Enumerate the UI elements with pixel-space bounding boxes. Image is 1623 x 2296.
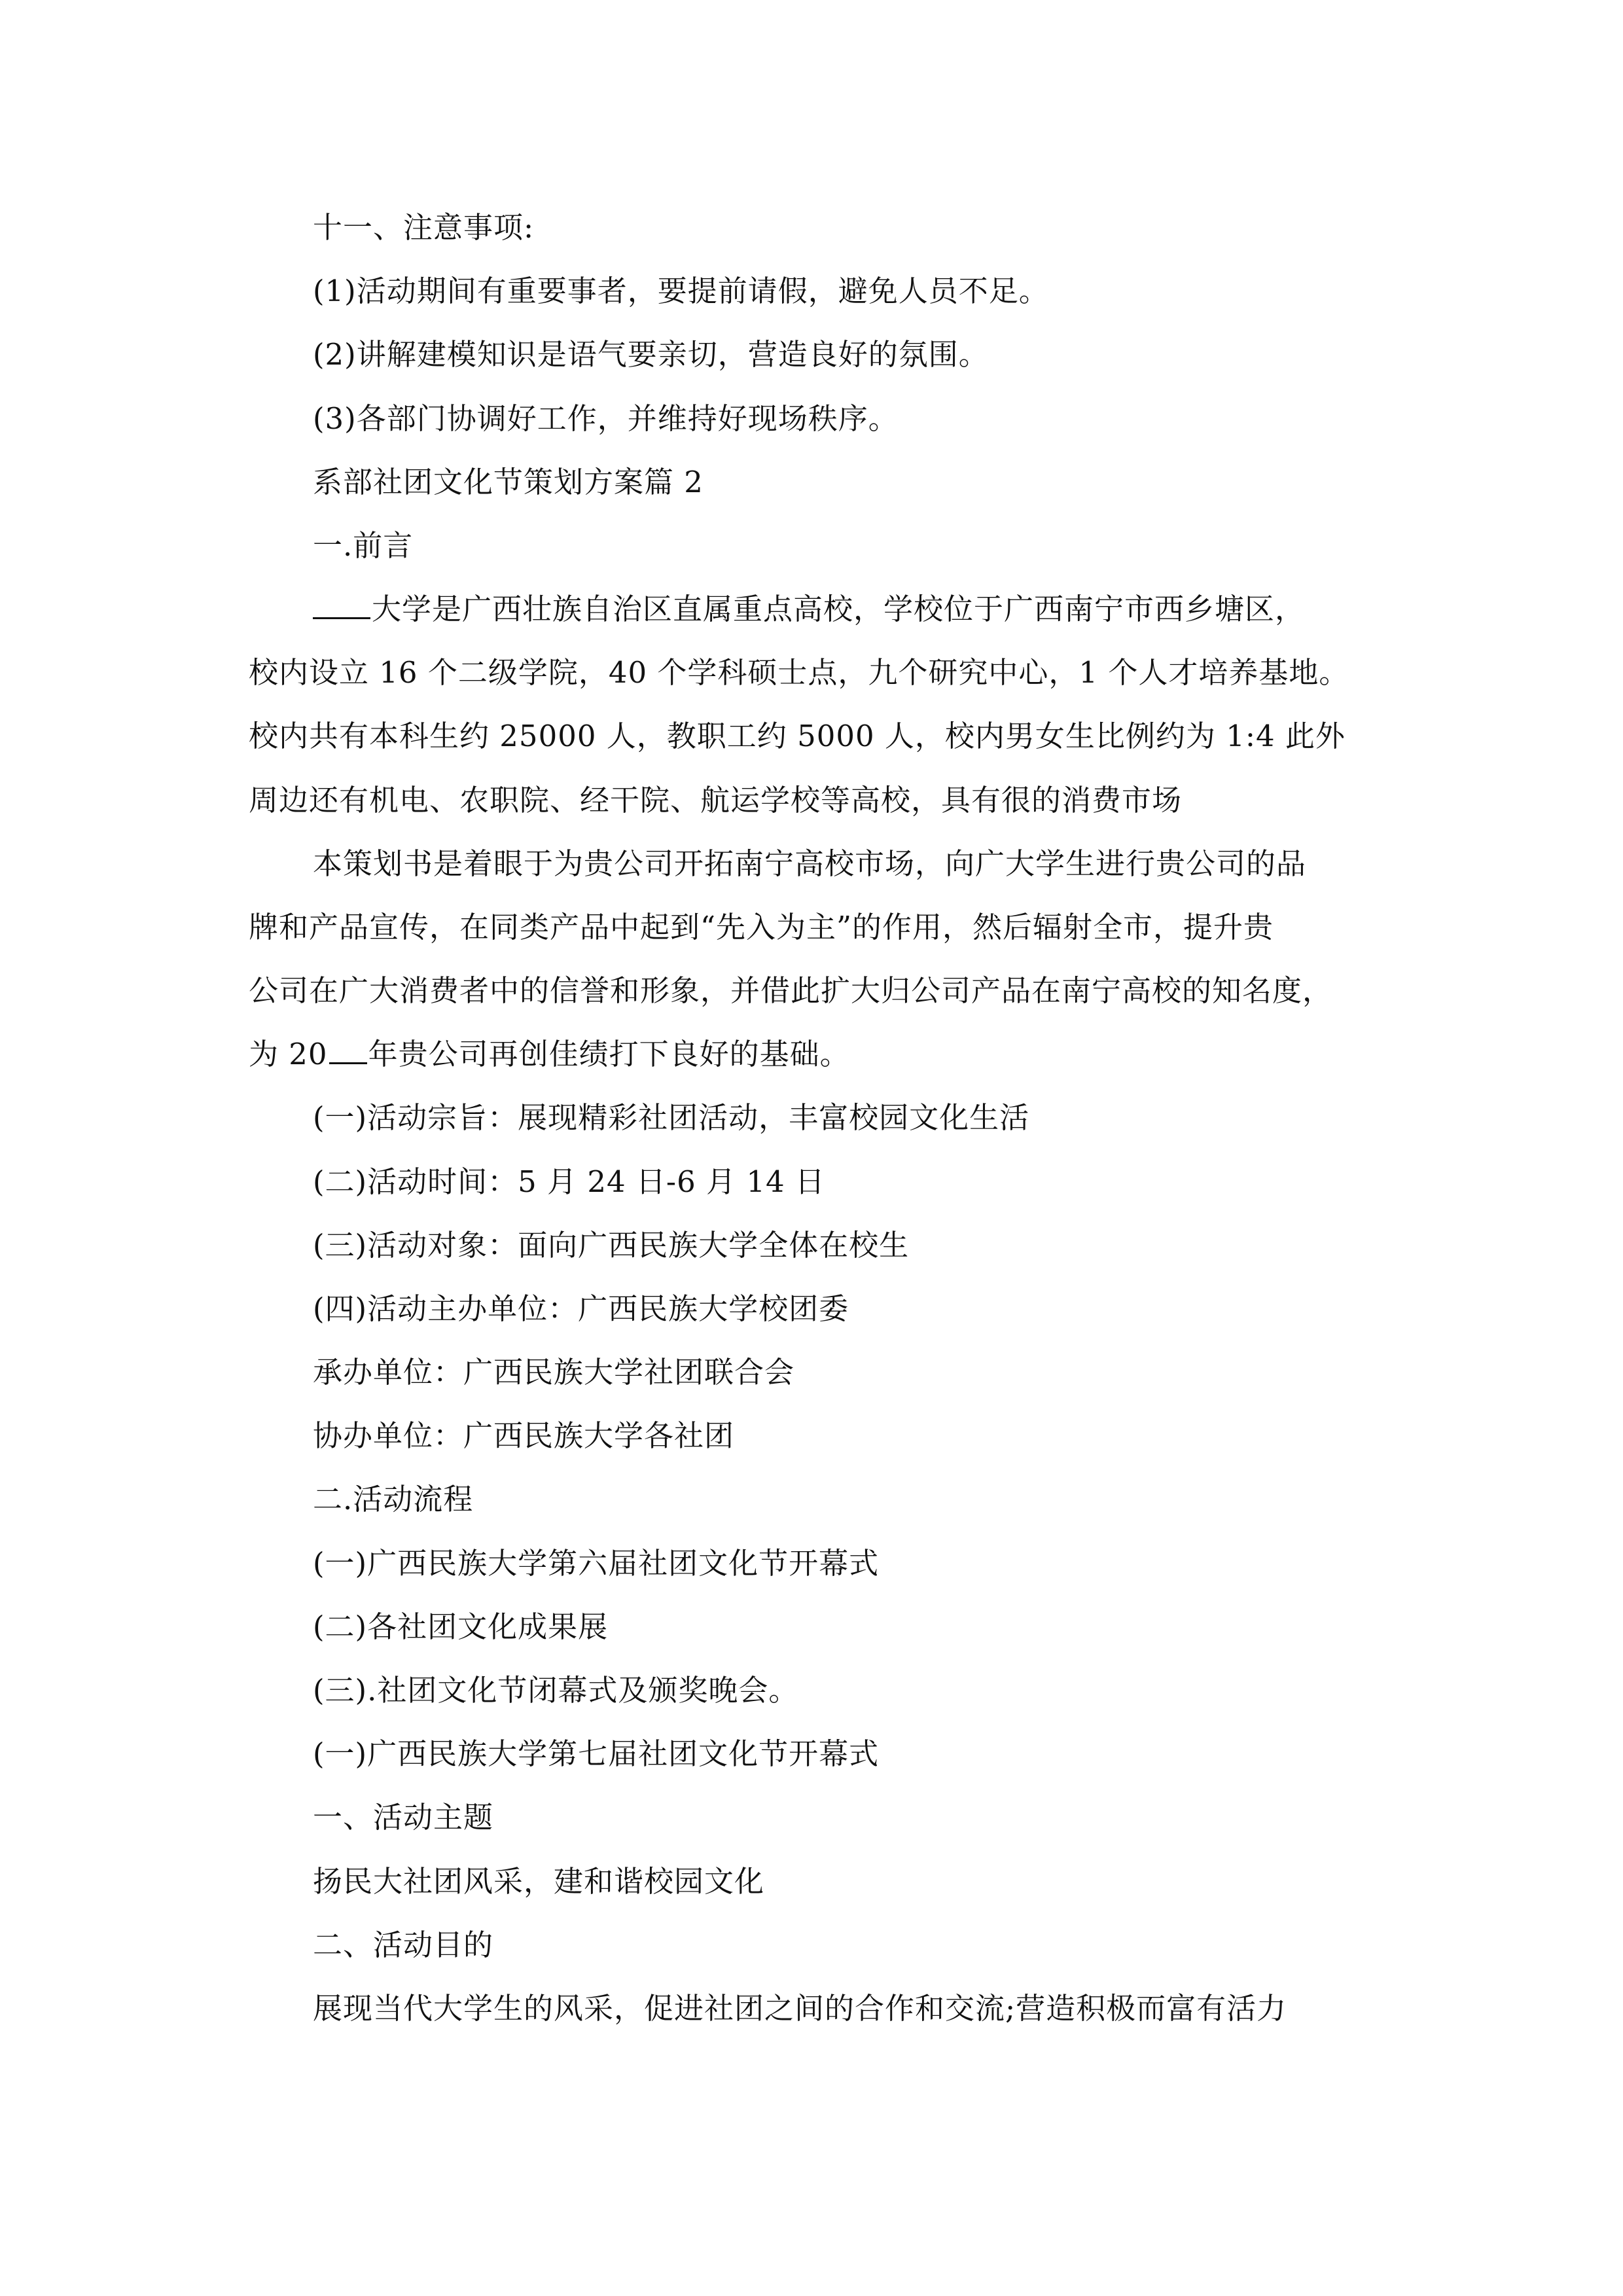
paragraph-text: 年贵公司再创佳绩打下良好的基础。 bbox=[368, 1037, 850, 1071]
process-item-4: (一)广西民族大学第七届社团文化节开幕式 bbox=[313, 1736, 880, 1771]
activity-organizer: (四)活动主办单位：广西民族大学校团委 bbox=[313, 1291, 849, 1326]
theme-text: 扬民大社团风采，建和谐校园文化 bbox=[313, 1864, 765, 1899]
activity-target: (三)活动对象：面向广西民族大学全体在校生 bbox=[313, 1228, 910, 1263]
blank-underline bbox=[313, 591, 370, 619]
heading-notes: 十一、注意事项: bbox=[313, 210, 535, 245]
paragraph-line: 牌和产品宣传，在同类产品中起到“先入为主”的作用，然后辐射全市，提升贵 bbox=[249, 910, 1274, 944]
note-item-2: (2)讲解建模知识是语气要亲切，营造良好的氛围。 bbox=[313, 337, 989, 372]
paragraph-text: 大学是广西壮族自治区直属重点高校，学校位于广西南宁市西乡塘区， bbox=[372, 592, 1306, 626]
section-title: 系部社团文化节策划方案篇 2 bbox=[313, 465, 704, 499]
blank-underline bbox=[329, 1036, 367, 1064]
paragraph-line: 公司在广大消费者中的信誉和形象，并借此扩大归公司产品在南宁高校的知名度， bbox=[249, 973, 1333, 1008]
heading-theme: 一、活动主题 bbox=[313, 1800, 494, 1835]
activity-undertaker: 承办单位：广西民族大学社团联合会 bbox=[313, 1355, 795, 1390]
process-item-1: (一)广西民族大学第六届社团文化节开幕式 bbox=[313, 1546, 880, 1581]
heading-preface: 一.前言 bbox=[313, 528, 414, 563]
note-item-3: (3)各部门协调好工作，并维持好现场秩序。 bbox=[313, 401, 899, 436]
activity-time: (二)活动时间：5 月 24 日-6 月 14 日 bbox=[313, 1164, 825, 1199]
heading-goal: 二、活动目的 bbox=[313, 1928, 494, 1962]
goal-text: 展现当代大学生的风采，促进社团之间的合作和交流;营造积极而富有活力 bbox=[313, 1991, 1287, 2026]
paragraph-line: 周边还有机电、农职院、经干院、航运学校等高校，具有很的消费市场 bbox=[249, 783, 1183, 817]
note-item-1: (1)活动期间有重要事者，要提前请假，避免人员不足。 bbox=[313, 274, 1049, 308]
activity-purpose: (一)活动宗旨：展现精彩社团活动，丰富校园文化生活 bbox=[313, 1100, 1030, 1135]
paragraph-line: 校内设立 16 个二级学院，40 个学科硕士点，九个研究中心，1 个人才培养基地。 bbox=[249, 655, 1349, 690]
paragraph-line bbox=[313, 590, 1305, 629]
heading-process: 二.活动流程 bbox=[313, 1482, 474, 1516]
paragraph-line: 校内共有本科生约 25000 人，教职工约 5000 人，校内男女生比例约为 1:4 此外 bbox=[249, 719, 1346, 753]
paragraph-line: 本策划书是着眼于为贵公司开拓南宁高校市场，向广大学生进行贵公司的品 bbox=[313, 846, 1307, 881]
activity-co-organizer: 协办单位：广西民族大学各社团 bbox=[313, 1418, 735, 1453]
paragraph-text: 为 20 bbox=[249, 1037, 328, 1071]
paragraph-line bbox=[249, 1035, 850, 1074]
process-item-3: (三).社团文化节闭幕式及颁奖晚会。 bbox=[313, 1673, 799, 1708]
process-item-2: (二)各社团文化成果展 bbox=[313, 1609, 609, 1644]
